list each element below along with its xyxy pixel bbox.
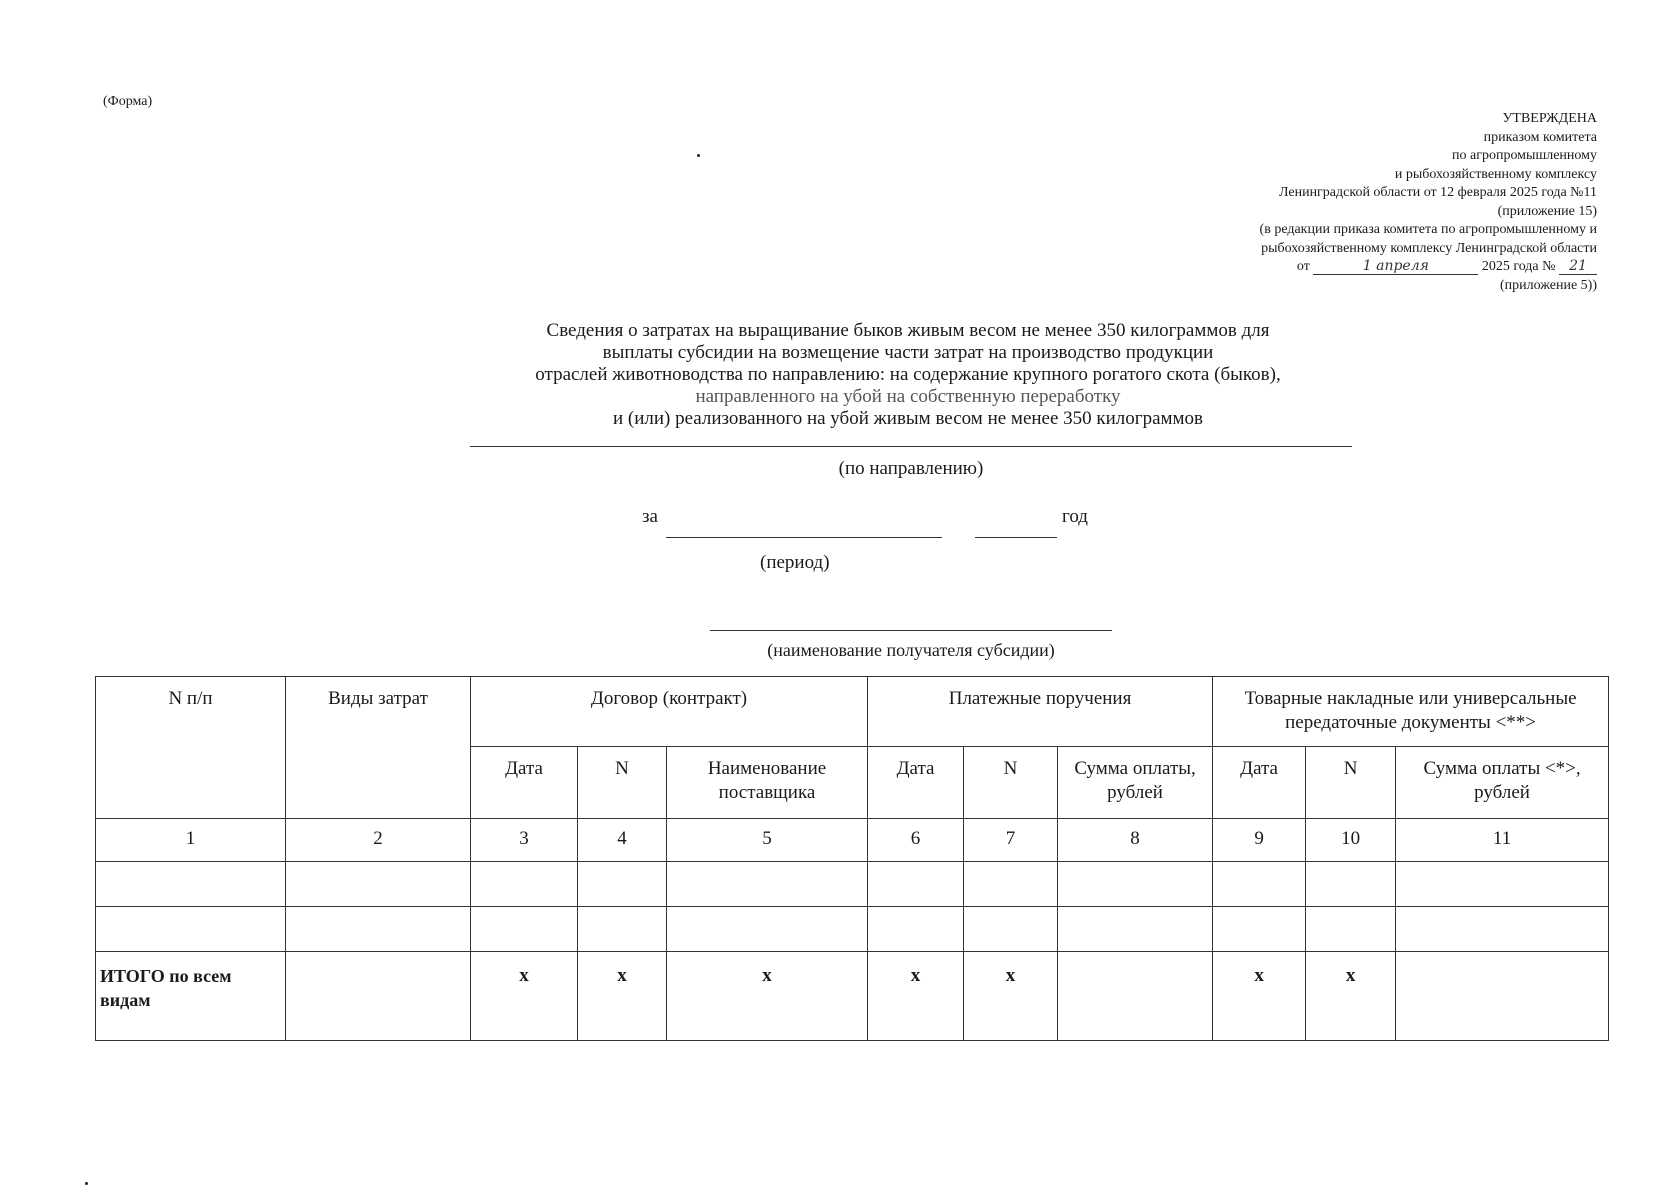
empty-cell bbox=[868, 907, 964, 952]
total-cell-x: х bbox=[868, 952, 964, 1041]
header-contract: Договор (контракт) bbox=[471, 677, 868, 747]
empty-cell bbox=[1213, 907, 1306, 952]
empty-cell bbox=[667, 907, 868, 952]
empty-cell bbox=[578, 862, 667, 907]
header-cost-types: Виды затрат bbox=[286, 677, 471, 819]
year-fill-line bbox=[975, 537, 1057, 538]
column-number: 2 bbox=[286, 819, 471, 862]
empty-cell bbox=[471, 907, 578, 952]
total-cell-x: х bbox=[667, 952, 868, 1041]
direction-fill-line bbox=[470, 446, 1352, 447]
empty-cell bbox=[1058, 907, 1213, 952]
title-line: выплаты субсидии на возмещение части затрат на производство продукции bbox=[602, 342, 1214, 363]
column-number: 7 bbox=[964, 819, 1058, 862]
empty-cell bbox=[964, 907, 1058, 952]
costs-table bbox=[95, 676, 1609, 1041]
title-line: направленного на убой на собственную переработку bbox=[695, 386, 1121, 407]
empty-cell bbox=[1306, 862, 1396, 907]
table-row-empty bbox=[96, 907, 1609, 952]
total-invoice-sum bbox=[1396, 952, 1609, 1041]
empty-cell bbox=[96, 862, 286, 907]
scan-speck bbox=[85, 1182, 88, 1185]
column-number: 1 bbox=[96, 819, 286, 862]
header-invoice-sum: Сумма оплаты <*>, рублей bbox=[1396, 747, 1609, 819]
approval-line: рыбохозяйственному комплексу Ленинградской области bbox=[1261, 240, 1597, 256]
column-number: 6 bbox=[868, 819, 964, 862]
empty-cell bbox=[1396, 907, 1609, 952]
scan-speck bbox=[697, 154, 700, 157]
total-row bbox=[96, 952, 1609, 1041]
total-payment-sum bbox=[1058, 952, 1213, 1041]
header-num: N п/п bbox=[96, 677, 286, 819]
table-header-row bbox=[96, 677, 1609, 747]
column-number: 11 bbox=[1396, 819, 1609, 862]
column-number: 10 bbox=[1306, 819, 1396, 862]
period-za-label: за bbox=[642, 506, 658, 527]
approval-line: (приложение 15) bbox=[1497, 203, 1597, 219]
header-invoice-date: Дата bbox=[1213, 747, 1306, 819]
period-year-label: год bbox=[1062, 506, 1088, 527]
title-line: отраслей животноводства по направлению: на содержание крупного рогатого скота (быков), bbox=[535, 364, 1281, 385]
empty-cell bbox=[1396, 862, 1609, 907]
empty-cell bbox=[1058, 862, 1213, 907]
approval-annex: (приложение 5)) bbox=[1499, 277, 1597, 293]
period-fill-line bbox=[666, 537, 942, 538]
empty-cell bbox=[286, 907, 471, 952]
header-contract-n: N bbox=[578, 747, 667, 819]
empty-cell bbox=[667, 862, 868, 907]
number-label: № bbox=[1542, 259, 1556, 274]
header-payments: Платежные поручения bbox=[868, 677, 1213, 747]
column-number: 3 bbox=[471, 819, 578, 862]
total-cell-x: х bbox=[578, 952, 667, 1041]
column-number: 5 bbox=[667, 819, 868, 862]
header-contract-date: Дата bbox=[471, 747, 578, 819]
column-number: 8 bbox=[1058, 819, 1213, 862]
approval-line: УТВЕРЖДЕНА bbox=[1502, 111, 1597, 126]
total-cell-x: х bbox=[1213, 952, 1306, 1041]
from-label: от bbox=[1296, 259, 1310, 274]
total-cell-x: х bbox=[964, 952, 1058, 1041]
header-invoice-n: N bbox=[1306, 747, 1396, 819]
column-number: 4 bbox=[578, 819, 667, 862]
empty-cell bbox=[96, 907, 286, 952]
handwritten-number: 21 bbox=[1559, 258, 1597, 275]
approval-line: и рыбохозяйственному комплексу bbox=[1394, 166, 1597, 182]
title-line: и (или) реализованного на убой живым весом не менее 350 килограммов bbox=[612, 408, 1204, 429]
header-payment-sum: Сумма оплаты, рублей bbox=[1058, 747, 1213, 819]
header-invoices: Товарные накладные или универсальные передаточные документы <**> bbox=[1213, 677, 1609, 747]
approval-line: приказом комитета bbox=[1483, 129, 1597, 145]
direction-caption: (по направлению) bbox=[838, 458, 984, 479]
empty-cell bbox=[964, 862, 1058, 907]
title-line: Сведения о затратах на выращивание быков живым весом не менее 350 килограммов для bbox=[546, 320, 1270, 341]
empty-cell bbox=[1213, 862, 1306, 907]
document-title bbox=[468, 320, 1348, 430]
empty-cell bbox=[1306, 907, 1396, 952]
recipient-caption: (наименование получателя субсидии) bbox=[767, 640, 1055, 660]
approval-date-line bbox=[1177, 258, 1597, 277]
year-text: 2025 года bbox=[1481, 259, 1539, 274]
header-supplier: Наименование поставщика bbox=[667, 747, 868, 819]
total-cell-x: х bbox=[1306, 952, 1396, 1041]
form-label: (Форма) bbox=[103, 94, 153, 109]
header-payment-n: N bbox=[964, 747, 1058, 819]
total-cell bbox=[286, 952, 471, 1041]
total-cell-x: х bbox=[471, 952, 578, 1041]
recipient-fill-line bbox=[710, 630, 1112, 631]
approval-block bbox=[1177, 110, 1597, 295]
header-payment-date: Дата bbox=[868, 747, 964, 819]
period-caption: (период) bbox=[760, 552, 830, 573]
approval-line: Ленинградской области от 12 февраля 2025 года №11 bbox=[1278, 185, 1597, 200]
empty-cell bbox=[868, 862, 964, 907]
approval-line: (в редакции приказа комитета по агропромышленному и bbox=[1259, 222, 1597, 237]
handwritten-date: 1 апреля bbox=[1313, 258, 1478, 275]
empty-cell bbox=[471, 862, 578, 907]
empty-cell bbox=[578, 907, 667, 952]
approval-line: по агропромышленному bbox=[1452, 148, 1597, 163]
column-number: 9 bbox=[1213, 819, 1306, 862]
column-number-row bbox=[96, 819, 1609, 862]
total-label: ИТОГО по всем видам bbox=[96, 952, 286, 1041]
table-row-empty bbox=[96, 862, 1609, 907]
empty-cell bbox=[286, 862, 471, 907]
